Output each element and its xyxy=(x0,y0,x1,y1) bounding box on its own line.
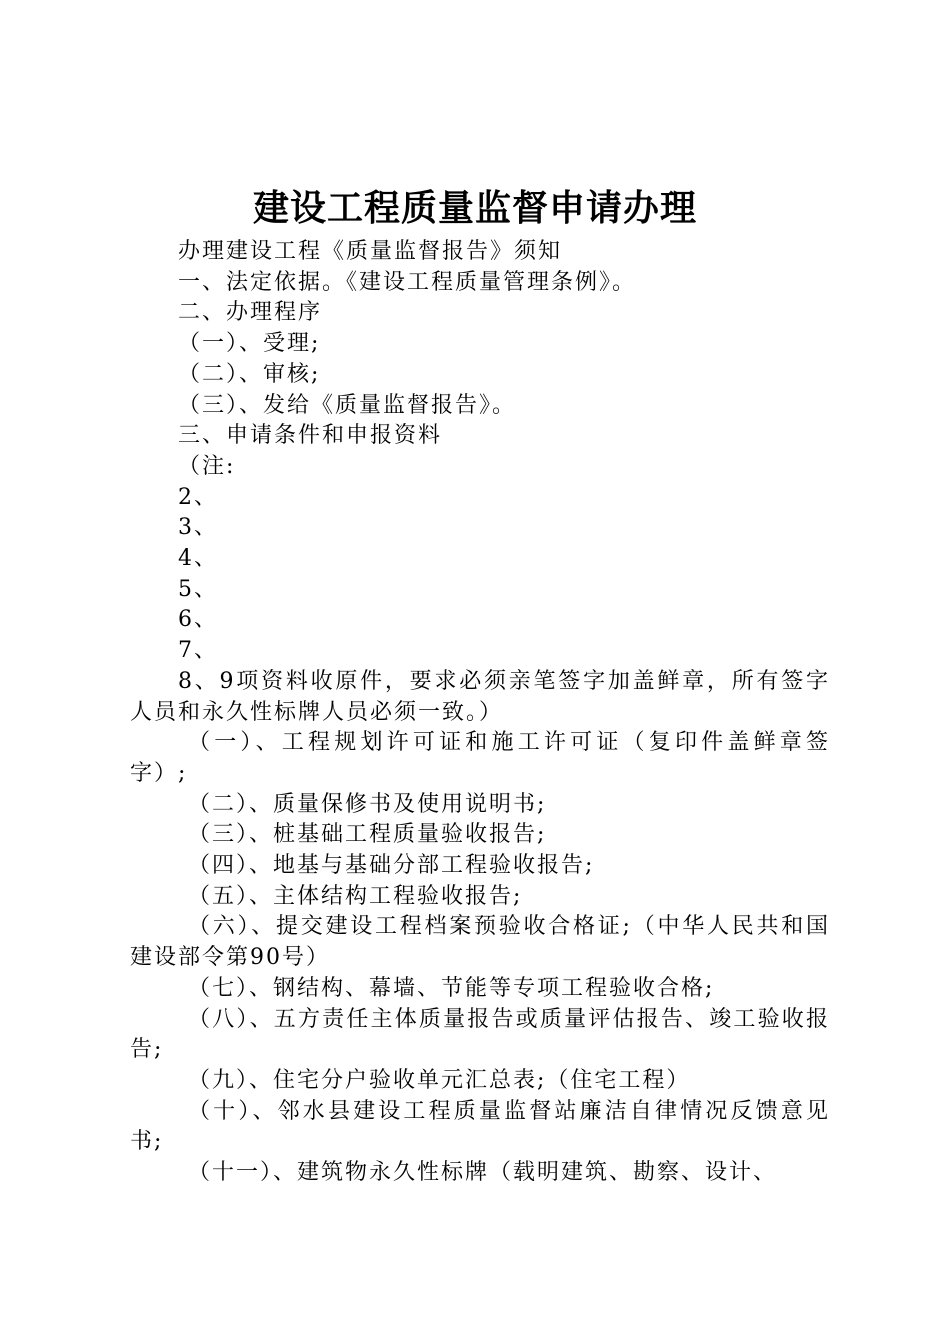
paragraph-material-item: （九）、住宅分户验收单元汇总表;（住宅工程） xyxy=(188,1067,691,1093)
document-body xyxy=(130,237,830,1189)
paragraph-material-item: （八）、五方责任主体质量报告或质量评估报告、竣工验收报告; xyxy=(130,1006,830,1063)
paragraph-material-item: （十）、邻水县建设工程质量监督站廉洁自律情况反馈意见书; xyxy=(130,1098,830,1155)
paragraph-conditions-heading: 三、申请条件和申报资料 xyxy=(178,423,443,449)
paragraph-material-item: （六）、提交建设工程档案预验收合格证;（中华人民共和国建设部令第90号） xyxy=(130,914,830,971)
document-title: 建设工程质量监督申请办理 xyxy=(252,187,697,229)
paragraph-material-item: （三）、桩基础工程质量验收报告; xyxy=(188,822,547,848)
paragraph-note-open: （注: xyxy=(178,453,236,479)
paragraph-material-item: （一）、工程规划许可证和施工许可证（复印件盖鲜章签字）; xyxy=(130,730,830,786)
paragraph-procedure-step: （三）、发给《质量监督报告》。 xyxy=(178,392,517,418)
paragraph-procedure-step: （二）、审核; xyxy=(178,361,321,387)
paragraph-note-item: 3、 xyxy=(178,515,218,541)
paragraph-note-item: 7、 xyxy=(178,638,218,664)
paragraph-note-item: 4、 xyxy=(178,546,218,572)
paragraph-note-close: 8、9项资料收原件，要求必须亲笔签字加盖鲜章，所有签字人员和永久性标牌人员必须一致。） xyxy=(130,668,830,725)
paragraph-material-item: （四）、地基与基础分部工程验收报告; xyxy=(188,853,595,879)
paragraph-material-item: （二）、质量保修书及使用说明书; xyxy=(188,791,547,817)
paragraph-notice-heading: 办理建设工程《质量监督报告》须知 xyxy=(178,239,563,264)
paragraph-material-item: （十一）、建筑物永久性标牌（载明建筑、勘察、设计、 xyxy=(188,1160,778,1186)
paragraph-note-item: 5、 xyxy=(178,576,218,602)
paragraph-procedure-step: （一）、受理; xyxy=(178,331,321,357)
paragraph-procedure-heading: 二、办理程序 xyxy=(178,300,323,326)
paragraph-note-item: 2、 xyxy=(178,484,218,510)
paragraph-material-item: （五）、主体结构工程验收报告; xyxy=(188,883,523,909)
paragraph-note-item: 6、 xyxy=(178,607,218,633)
paragraph-legal-basis: 一、法定依据。《建设工程质量管理条例》。 xyxy=(178,269,637,295)
paragraph-material-item: （七）、钢结构、幕墙、节能等专项工程验收合格; xyxy=(188,975,715,1001)
